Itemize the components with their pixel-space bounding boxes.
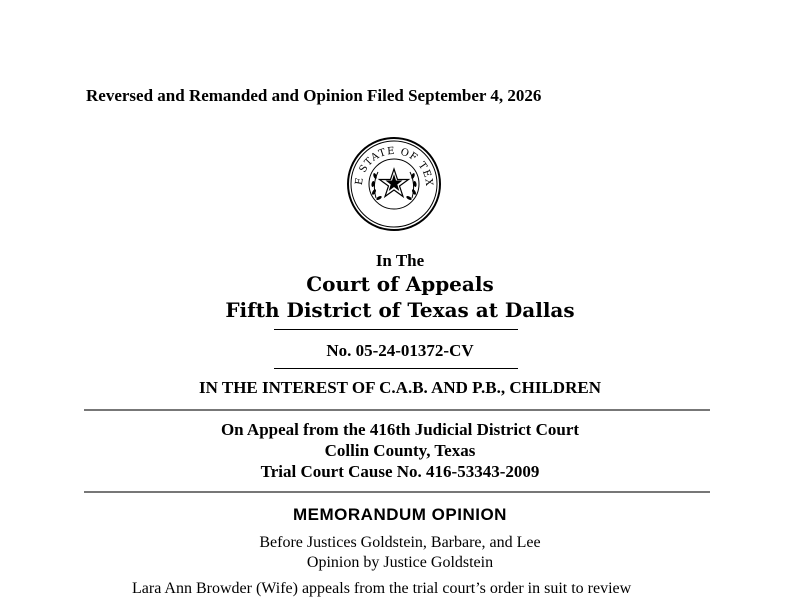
opinion-author: Opinion by Justice Goldstein (306, 554, 494, 571)
in-the-line: In The (375, 251, 425, 270)
divider (274, 368, 518, 369)
disposition-line: Reversed and Remanded and Opinion Filed September 4, 2026 (86, 86, 542, 105)
trial-cause-number: Trial Court Cause No. 416-53343-2009 (260, 462, 540, 481)
case-style: IN THE INTEREST OF C.A.B. AND P.B., CHILDREN (199, 378, 601, 397)
docket-number: No. 05-24-01372-CV (326, 341, 474, 360)
opinion-body-first-line: Lara Ann Browder (Wife) appeals from the trial court’s order in suit to review (132, 580, 632, 597)
divider (84, 409, 710, 411)
court-name-line2: Fifth District of Texas at Dallas (225, 298, 575, 322)
seal-text: E STATE OF TEX (353, 145, 435, 188)
appeal-court: On Appeal from the 416th Judicial District Court (220, 420, 580, 439)
divider (274, 329, 518, 330)
court-name-line1: Court of Appeals (306, 272, 494, 296)
panel-justices: Before Justices Goldstein, Barbare, and Lee (259, 534, 541, 551)
divider (84, 491, 710, 493)
opinion-heading: MEMORANDUM OPINION (293, 505, 507, 524)
appeal-county: Collin County, Texas (324, 441, 476, 460)
texas-state-seal-icon (346, 136, 442, 232)
